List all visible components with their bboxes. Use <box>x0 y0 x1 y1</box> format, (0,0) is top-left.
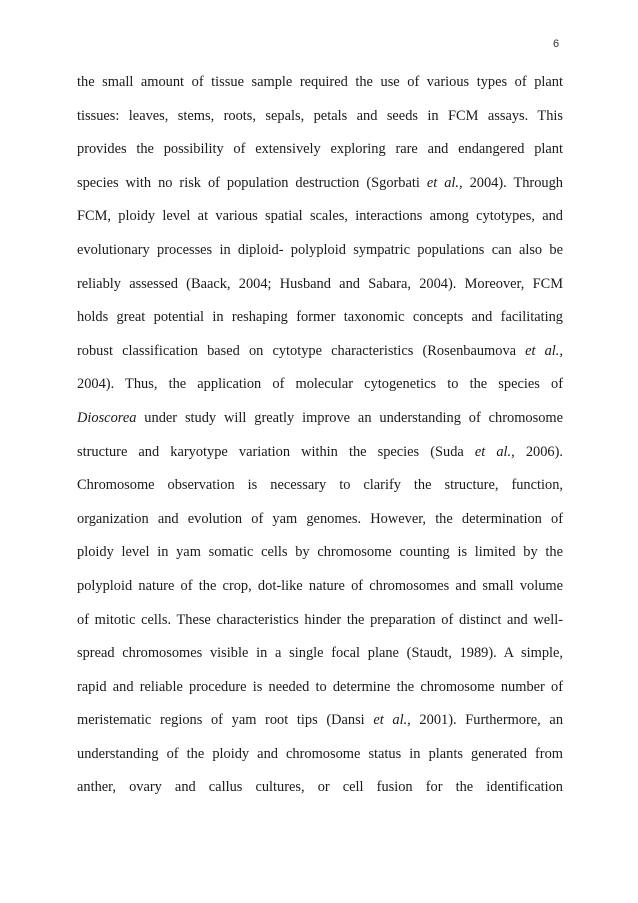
italic-text: et al., <box>525 342 563 359</box>
text-segment: spread chromosomes visible in a single focal plane (Staudt, 1989). A simple, <box>77 645 563 662</box>
text-line <box>77 436 563 470</box>
text-line <box>77 671 563 705</box>
page-number: 6 <box>553 38 560 50</box>
text-segment: meristematic regions of yam root tips (Dansi <box>77 712 374 729</box>
text-line <box>77 335 563 369</box>
text-segment: provides the possibility of extensively exploring rare and endangered plant <box>77 141 563 158</box>
text-segment: evolutionary processes in diploid- polyploid sympatric populations can also be <box>77 241 563 258</box>
text-line <box>77 200 563 234</box>
text-segment: holds great potential in reshaping former taxonomic concepts and facilitating <box>77 309 563 326</box>
text-segment: polyploid nature of the crop, dot-like nature of chromosomes and small volume <box>77 577 563 594</box>
text-segment: understanding of the ploidy and chromosome status in plants generated from <box>77 745 563 762</box>
text-segment: under study will greatly improve an understanding of chromosome <box>136 409 563 426</box>
text-segment: tissues: leaves, stems, roots, sepals, petals and seeds in FCM assays. This <box>77 107 563 124</box>
italic-text: et al., <box>373 712 411 729</box>
text-line <box>77 637 563 671</box>
text-line <box>77 469 563 503</box>
text-line <box>77 536 563 570</box>
text-line <box>77 402 563 436</box>
text-segment: 2006). <box>514 443 563 460</box>
text-segment: organization and evolution of yam genomes. However, the determination of <box>77 510 563 527</box>
text-line <box>77 704 563 738</box>
text-segment: Chromosome observation is necessary to clarify the structure, function, <box>77 477 563 494</box>
text-line <box>77 133 563 167</box>
italic-text: et al., <box>474 443 515 460</box>
text-line <box>77 66 563 100</box>
text-line <box>77 368 563 402</box>
italic-text: et al., <box>426 174 463 191</box>
text-segment: rapid and reliable procedure is needed to determine the chromosome number of <box>77 678 563 695</box>
text-line <box>77 738 563 772</box>
italic-text: Dioscorea <box>77 409 137 426</box>
text-line <box>77 503 563 537</box>
text-segment: 2004). Through <box>462 174 563 191</box>
text-segment: anther, ovary and callus cultures, or cell fusion for the identification <box>77 779 563 796</box>
text-segment: the small amount of tissue sample required the use of various types of plant <box>77 74 563 90</box>
text-line <box>77 771 563 805</box>
text-segment: structure and karyotype variation within the species (Suda <box>77 443 475 460</box>
text-segment: species with no risk of population destruction (Sgorbati <box>77 174 427 191</box>
text-line <box>77 167 563 201</box>
text-segment: 2004). Thus, the application of molecular cytogenetics to the species of <box>77 376 563 393</box>
text-segment: ploidy level in yam somatic cells by chromosome counting is limited by the <box>77 544 563 561</box>
text-segment: 2001). Furthermore, an <box>410 712 563 729</box>
text-line <box>77 234 563 268</box>
text-line <box>77 301 563 335</box>
text-segment: robust classification based on cytotype characteristics (Rosenbaumova <box>77 342 526 359</box>
text-segment: reliably assessed (Baack, 2004; Husband and Sabara, 2004). Moreover, FCM <box>77 275 563 292</box>
text-line <box>77 100 563 134</box>
body-paragraph <box>77 66 563 805</box>
text-segment: FCM, ploidy level at various spatial scales, interactions among cytotypes, and <box>77 208 563 225</box>
text-line <box>77 570 563 604</box>
text-line <box>77 268 563 302</box>
text-line <box>77 604 563 638</box>
text-segment: of mitotic cells. These characteristics hinder the preparation of distinct and well- <box>77 611 563 628</box>
